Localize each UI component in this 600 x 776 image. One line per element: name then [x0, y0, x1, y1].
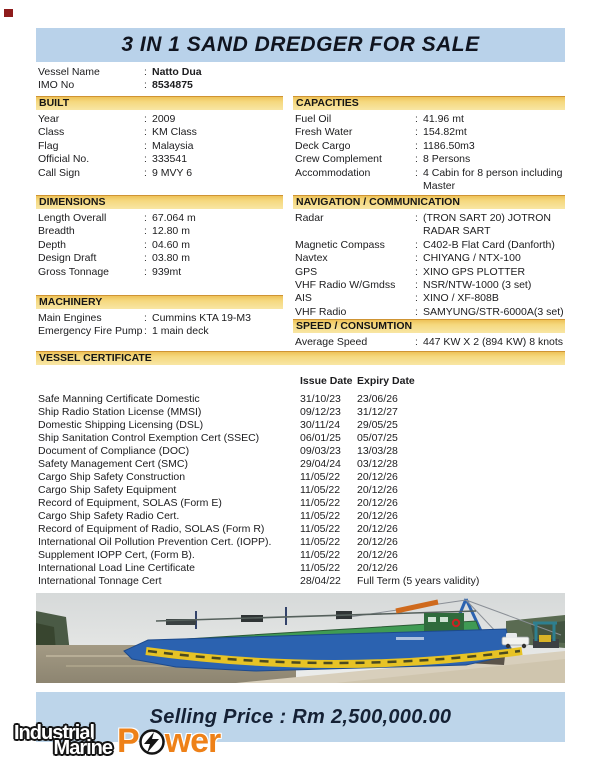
- certificate-row: Cargo Ship Safety Equipment 11/05/22 20/12/26: [38, 484, 398, 496]
- colon: :: [144, 238, 147, 251]
- dimension-row: Breadth : 12.80 m: [38, 225, 190, 238]
- vessel-name-value: Natto Dua: [152, 66, 202, 78]
- imo-row: [38, 79, 438, 92]
- capacity-row: Fuel Oil : 41.96 mt: [295, 113, 464, 125]
- section-navigation: [293, 195, 565, 319]
- section-navigation-header: NAVIGATION / COMMUNICATION: [293, 195, 565, 209]
- section-speed-header: SPEED / CONSUMTION: [293, 319, 565, 333]
- section-capacities-header: CAPACITIES: [293, 96, 565, 110]
- vessel-name-row: [38, 66, 438, 79]
- logo-marine-text: Marine: [53, 737, 112, 759]
- section-certificates: [36, 351, 565, 368]
- lightning-bolt-icon: [138, 728, 166, 756]
- capacity-row: Crew Complement : 8 Persons: [295, 153, 471, 166]
- nav-row: AIS : XINO / XF-808B: [295, 292, 499, 305]
- capacity-row: Fresh Water : 154.82mt: [295, 126, 467, 139]
- imo-label: IMO No: [38, 79, 75, 92]
- colon: :: [415, 265, 418, 278]
- colon: :: [415, 126, 418, 139]
- section-dimensions-header: DIMENSIONS: [36, 195, 283, 209]
- certificate-row: Ship Sanitation Control Exemption Cert (SSEC) 06/01/25 05/07/25: [38, 432, 398, 444]
- certificate-row: International Load Line Certificate 11/05/22 20/12/26: [38, 562, 398, 574]
- section-built: [36, 96, 283, 180]
- logo-power-text: [117, 724, 220, 758]
- colon: :: [144, 113, 147, 125]
- colon: :: [415, 279, 418, 292]
- machinery-row: Main Engines : Cummins KTA 19-M3: [38, 312, 251, 324]
- colon: :: [144, 312, 147, 324]
- selling-price-text: Selling Price : Rm 2,500,000.00: [149, 705, 452, 728]
- colon: :: [144, 79, 147, 92]
- logo-text-stack: [14, 724, 112, 757]
- built-row: Year : 2009: [38, 113, 176, 125]
- certificate-row: Cargo Ship Safety Construction 11/05/22 20/12/26: [38, 471, 398, 483]
- built-row: Call Sign : 9 MVY 6: [38, 166, 193, 179]
- nav-row: Radar : (TRON SART 20) JOTRON RADAR SART: [295, 212, 551, 238]
- dimension-row: Depth : 04.60 m: [38, 238, 190, 251]
- certificate-row: Domestic Shipping Licensing (DSL) 30/11/24 29/05/25: [38, 419, 398, 431]
- vessel-name-label: Vessel Name: [38, 66, 100, 78]
- dimension-row: Design Draft : 03.80 m: [38, 252, 190, 265]
- colon: :: [415, 305, 418, 318]
- colon: :: [415, 166, 418, 179]
- logo-industrial-text: Industrial: [14, 722, 95, 744]
- company-logo: [14, 724, 220, 758]
- built-row: Class : KM Class: [38, 126, 197, 139]
- colon: :: [415, 292, 418, 305]
- colon: :: [415, 113, 418, 125]
- colon: :: [415, 336, 418, 348]
- colon: :: [144, 126, 147, 139]
- nav-row: VHF Radio W/Gmdss : NSR/NTW-1000 (3 set): [295, 279, 532, 292]
- certificate-row: Record of Equipment of Radio, SOLAS (Form R) 11/05/22 20/12/26: [38, 523, 398, 535]
- vessel-identity: [38, 66, 438, 93]
- colon: :: [415, 252, 418, 265]
- certificate-row: International Tonnage Cert 28/04/22 Full Term (5 years validity): [38, 575, 480, 587]
- nav-row: VHF Radio : SAMYUNG/STR-6000A(3 set): [295, 305, 564, 318]
- colon: :: [144, 252, 147, 265]
- colon: :: [144, 139, 147, 152]
- certificate-row: Cargo Ship Safety Radio Cert. 11/05/22 20/12/26: [38, 510, 398, 522]
- speed-row: Average Speed : 447 KW X 2 (894 KW) 8 knots: [295, 336, 564, 348]
- imo-value: 8534875: [152, 79, 193, 92]
- nav-row: Navtex : CHIYANG / NTX-100: [295, 252, 521, 265]
- logo-power-p: P: [117, 722, 139, 760]
- colon: :: [144, 225, 147, 238]
- colon: :: [415, 238, 418, 251]
- certificate-row: Supplement IOPP Cert, (Form B). 11/05/22 20/12/26: [38, 549, 398, 561]
- cert-name-column-spacer: [36, 375, 300, 388]
- dimension-row: Length Overall : 67.064 m: [38, 212, 196, 224]
- dimension-row: Gross Tonnage : 939mt: [38, 265, 182, 278]
- section-capacities: [293, 96, 565, 193]
- colon: :: [415, 212, 418, 224]
- capacity-row: Deck Cargo : 1186.50m3: [295, 139, 475, 152]
- colon: :: [415, 139, 418, 152]
- nav-row: Magnetic Compass : C402-B Flat Card (Danforth): [295, 238, 555, 251]
- certificate-row: Safety Management Cert (SMC) 29/04/24 03/12/28: [38, 458, 398, 470]
- section-machinery: [36, 295, 283, 339]
- page-title: 3 IN 1 SAND DREDGER FOR SALE: [121, 33, 480, 56]
- certificate-row: Ship Radio Station License (MMSI) 09/12/23 31/12/27: [38, 406, 398, 418]
- certificate-table: [38, 393, 565, 588]
- vessel-photo: [36, 593, 565, 683]
- expiry-date-column-header: Expiry Date: [357, 375, 415, 387]
- section-built-header: BUILT: [36, 96, 283, 110]
- section-machinery-header: MACHINERY: [36, 295, 283, 309]
- nav-row: GPS : XINO GPS PLOTTER: [295, 265, 526, 278]
- section-speed: [293, 319, 565, 349]
- capacity-row: Accommodation : 4 Cabin for 8 person including Master: [295, 166, 563, 193]
- built-row: Official No. : 333541: [38, 153, 188, 166]
- certificate-row: Document of Compliance (DOC) 09/03/23 13/03/28: [38, 445, 398, 457]
- built-row: Flag : Malaysia: [38, 139, 194, 152]
- colon: :: [415, 153, 418, 166]
- colon: :: [144, 66, 147, 78]
- colon: :: [144, 153, 147, 166]
- certificate-table-header: [36, 375, 565, 388]
- colon: :: [144, 325, 147, 338]
- colon: :: [144, 166, 147, 179]
- machinery-row: Emergency Fire Pump : 1 main deck: [38, 325, 209, 338]
- certificate-row: Safe Manning Certificate Domestic 31/10/23 23/06/26: [38, 393, 398, 405]
- colon: :: [144, 265, 147, 278]
- certificate-row: Record of Equipment, SOLAS (Form E) 11/05/22 20/12/26: [38, 497, 398, 509]
- certificate-row: International Oil Pollution Prevention Cert. (IOPP). 11/05/22 20/12/26: [38, 536, 398, 548]
- issue-date-column-header: Issue Date: [300, 375, 353, 387]
- colon: :: [144, 212, 147, 224]
- section-dimensions: [36, 195, 283, 279]
- section-certificates-header: VESSEL CERTIFICATE: [36, 351, 565, 365]
- page-title-bar: [36, 28, 565, 62]
- logo-power-wer: wer: [164, 722, 221, 760]
- red-corner-mark: [4, 9, 13, 17]
